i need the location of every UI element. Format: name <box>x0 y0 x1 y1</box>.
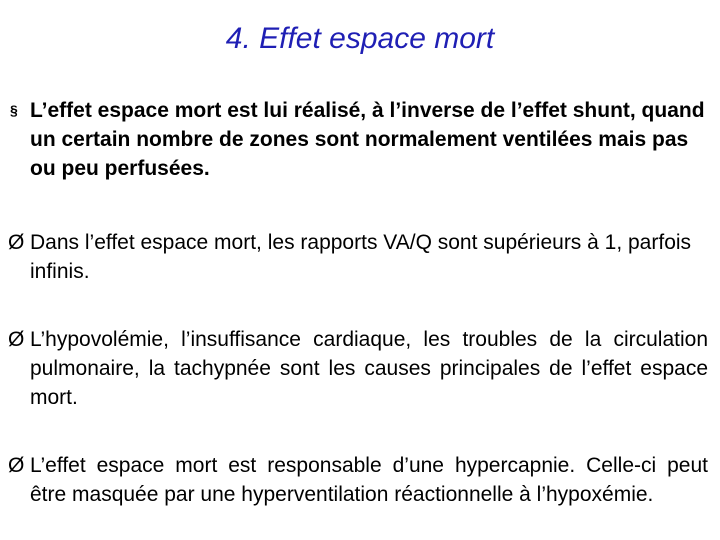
arrow-bullet-icon: Ø <box>8 454 25 477</box>
bullet-item-1 <box>8 96 708 183</box>
square-bullet-icon: § <box>10 102 18 118</box>
bullet-text-1: L’effet espace mort est lui réalisé, à l’inverse de l’effet shunt, quand un certain nombre de zones sont normalement ventilées mais pas ou peu perfusées. <box>30 99 705 180</box>
arrow-bullet-icon: Ø <box>8 231 25 254</box>
bullet-item-4 <box>8 451 708 509</box>
bullet-text-4: L’effet espace mort est responsable d’une hypercapnie. Celle-ci peut être masquée par une hyperventilation réactionnelle à l’hypoxémie. <box>30 454 708 506</box>
bullet-item-3 <box>8 325 708 412</box>
bullet-item-2 <box>8 228 708 286</box>
slide-title: 4. Effet espace mort <box>225 22 495 55</box>
bullet-text-3: L’hypovolémie, l’insuffisance cardiaque, les troubles de la circulation pulmonaire, la tachypnée sont les causes principales de l’effet espace mort. <box>30 328 708 409</box>
arrow-bullet-icon: Ø <box>8 328 25 351</box>
bullet-text-2: Dans l’effet espace mort, les rapports VA/Q sont supérieurs à 1, parfois infinis. <box>30 231 692 283</box>
